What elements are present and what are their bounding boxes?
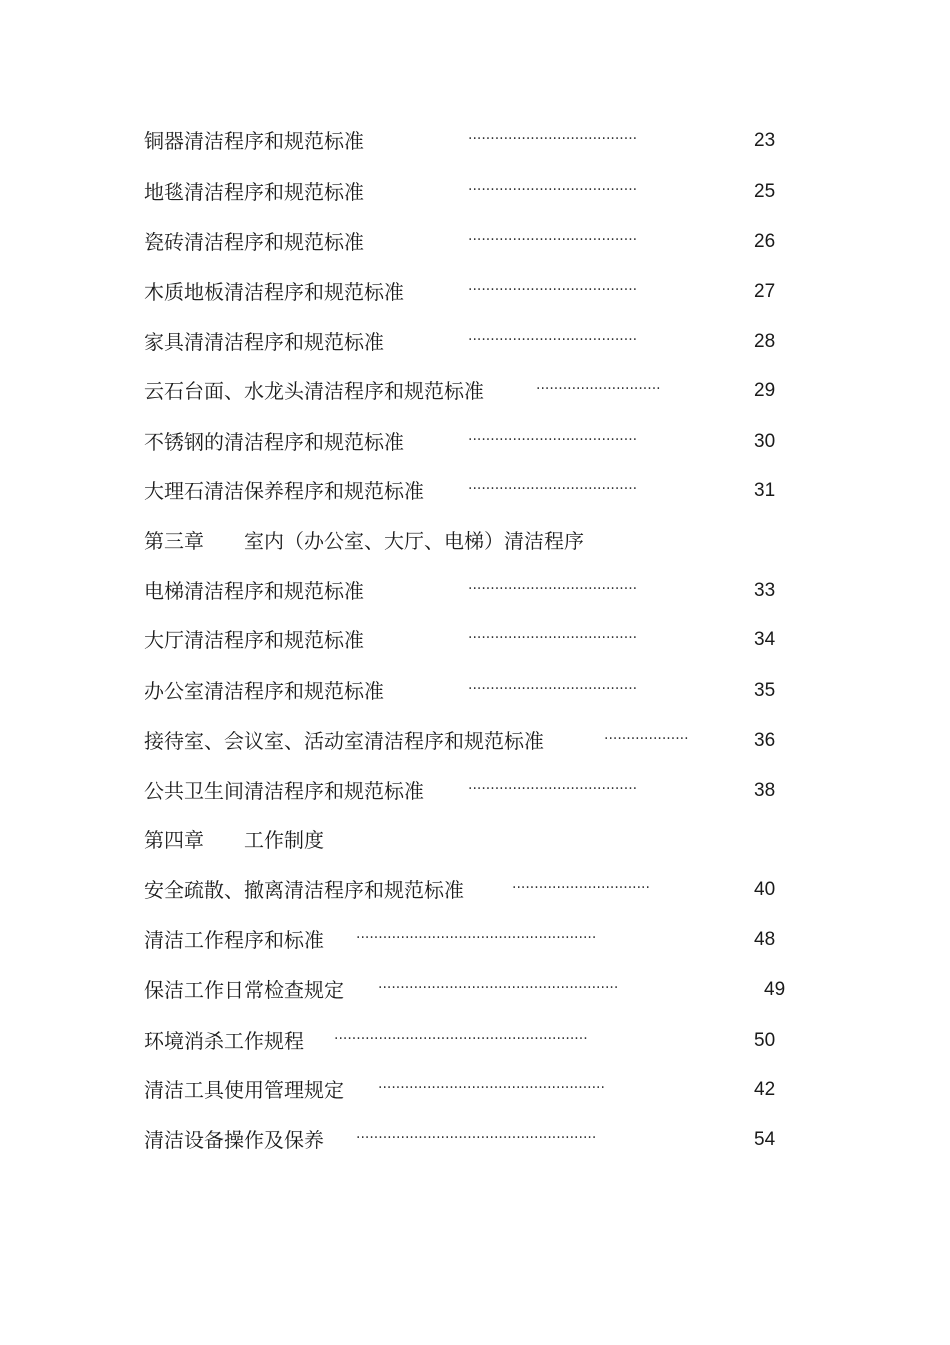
toc-entry-title: 电梯清洁程序和规范标准	[144, 579, 364, 603]
chapter-number: 第四章	[144, 828, 204, 852]
toc-entry-title: 家具清清洁程序和规范标准	[144, 330, 384, 354]
toc-chapter-heading[interactable]	[0, 526, 950, 556]
toc-leader-dots: ······································	[468, 581, 638, 597]
toc-entry-title: 木质地板清洁程序和规范标准	[144, 280, 404, 304]
toc-entry[interactable]	[0, 625, 950, 655]
toc-leader-dots: ···················································	[378, 1080, 605, 1096]
toc-leader-dots: ······································	[468, 332, 638, 348]
toc-leader-dots: ······································	[468, 131, 638, 147]
toc-entry[interactable]	[0, 376, 950, 406]
toc-leader-dots: ······································	[468, 630, 638, 646]
toc-entry[interactable]	[0, 726, 950, 756]
toc-entry-title: 大厅清洁程序和规范标准	[144, 628, 364, 652]
toc-page-number: 25	[754, 181, 776, 202]
toc-entry-title: 保洁工作日常检查规定	[144, 978, 344, 1002]
toc-entry-title: 接待室、会议室、活动室清洁程序和规范标准	[144, 729, 544, 753]
toc-entry[interactable]	[0, 1075, 950, 1105]
toc-entry-title: 大理石清洁保养程序和规范标准	[144, 479, 424, 503]
toc-leader-dots: ····························	[536, 381, 661, 397]
toc-leader-dots: ···················	[604, 731, 689, 747]
toc-leader-dots: ·························································	[334, 1031, 588, 1047]
toc-entry-title: 地毯清洁程序和规范标准	[144, 180, 364, 204]
toc-page-number: 49	[764, 979, 786, 1000]
chapter-number: 第三章	[144, 529, 204, 553]
toc-entry-title: 铜器清洁程序和规范标准	[144, 129, 364, 153]
toc-leader-dots: ······································	[468, 282, 638, 298]
toc-entry-title: 环境消杀工作规程	[144, 1029, 304, 1053]
toc-leader-dots: ······································	[468, 681, 638, 697]
toc-page-number: 26	[754, 231, 776, 252]
toc-leader-dots: ······················································	[378, 980, 619, 996]
toc-entry-title: 清洁工具使用管理规定	[144, 1078, 344, 1102]
toc-entry[interactable]	[0, 427, 950, 457]
toc-page-number: 38	[754, 780, 776, 801]
toc-entry[interactable]	[0, 1026, 950, 1056]
chapter-title: 室内（办公室、大厅、电梯）清洁程序	[244, 529, 584, 553]
toc-entry-title: 云石台面、水龙头清洁程序和规范标准	[144, 379, 484, 403]
toc-entry[interactable]	[0, 1125, 950, 1155]
toc-entry[interactable]	[0, 277, 950, 307]
toc-entry[interactable]	[0, 776, 950, 806]
toc-page-number: 28	[754, 331, 776, 352]
toc-page-number: 50	[754, 1030, 776, 1051]
toc-entry[interactable]	[0, 327, 950, 357]
toc-page-number: 40	[754, 879, 776, 900]
toc-entry-title: 办公室清洁程序和规范标准	[144, 679, 384, 703]
toc-page-number: 48	[754, 929, 776, 950]
toc-entry-title: 瓷砖清洁程序和规范标准	[144, 230, 364, 254]
toc-page-number: 33	[754, 580, 776, 601]
toc-page-number: 54	[754, 1129, 776, 1150]
toc-leader-dots: ······································	[468, 781, 638, 797]
toc-leader-dots: ······································	[468, 232, 638, 248]
toc-page-number: 23	[754, 130, 776, 151]
toc-page-number: 42	[754, 1079, 776, 1100]
toc-entry[interactable]	[0, 875, 950, 905]
toc-entry[interactable]	[0, 576, 950, 606]
toc-entry[interactable]	[0, 975, 950, 1005]
toc-page-number: 30	[754, 431, 776, 452]
toc-page-number: 29	[754, 380, 776, 401]
toc-entry-title: 清洁工作程序和标准	[144, 928, 324, 952]
toc-leader-dots: ······································	[468, 182, 638, 198]
toc-entry-title: 安全疏散、撤离清洁程序和规范标准	[144, 878, 464, 902]
toc-entry-title: 公共卫生间清洁程序和规范标准	[144, 779, 424, 803]
toc-page-number: 36	[754, 730, 776, 751]
toc-entry[interactable]	[0, 676, 950, 706]
toc-entry[interactable]	[0, 476, 950, 506]
toc-leader-dots: ······················································	[356, 1130, 597, 1146]
toc-leader-dots: ······················································	[356, 930, 597, 946]
toc-chapter-heading[interactable]	[0, 825, 950, 855]
toc-entry-title: 不锈钢的清洁程序和规范标准	[144, 430, 404, 454]
toc-entry[interactable]	[0, 177, 950, 207]
chapter-title: 工作制度	[244, 828, 324, 852]
toc-page-number: 35	[754, 680, 776, 701]
toc-entry[interactable]	[0, 126, 950, 156]
toc-entry[interactable]	[0, 227, 950, 257]
toc-leader-dots: ·······························	[512, 880, 650, 896]
toc-entry-title: 清洁设备操作及保养	[144, 1128, 324, 1152]
toc-entry[interactable]	[0, 925, 950, 955]
toc-page-number: 31	[754, 480, 776, 501]
toc-leader-dots: ······································	[468, 432, 638, 448]
toc-leader-dots: ······································	[468, 481, 638, 497]
toc-page-number: 27	[754, 281, 776, 302]
toc-page-number: 34	[754, 629, 776, 650]
